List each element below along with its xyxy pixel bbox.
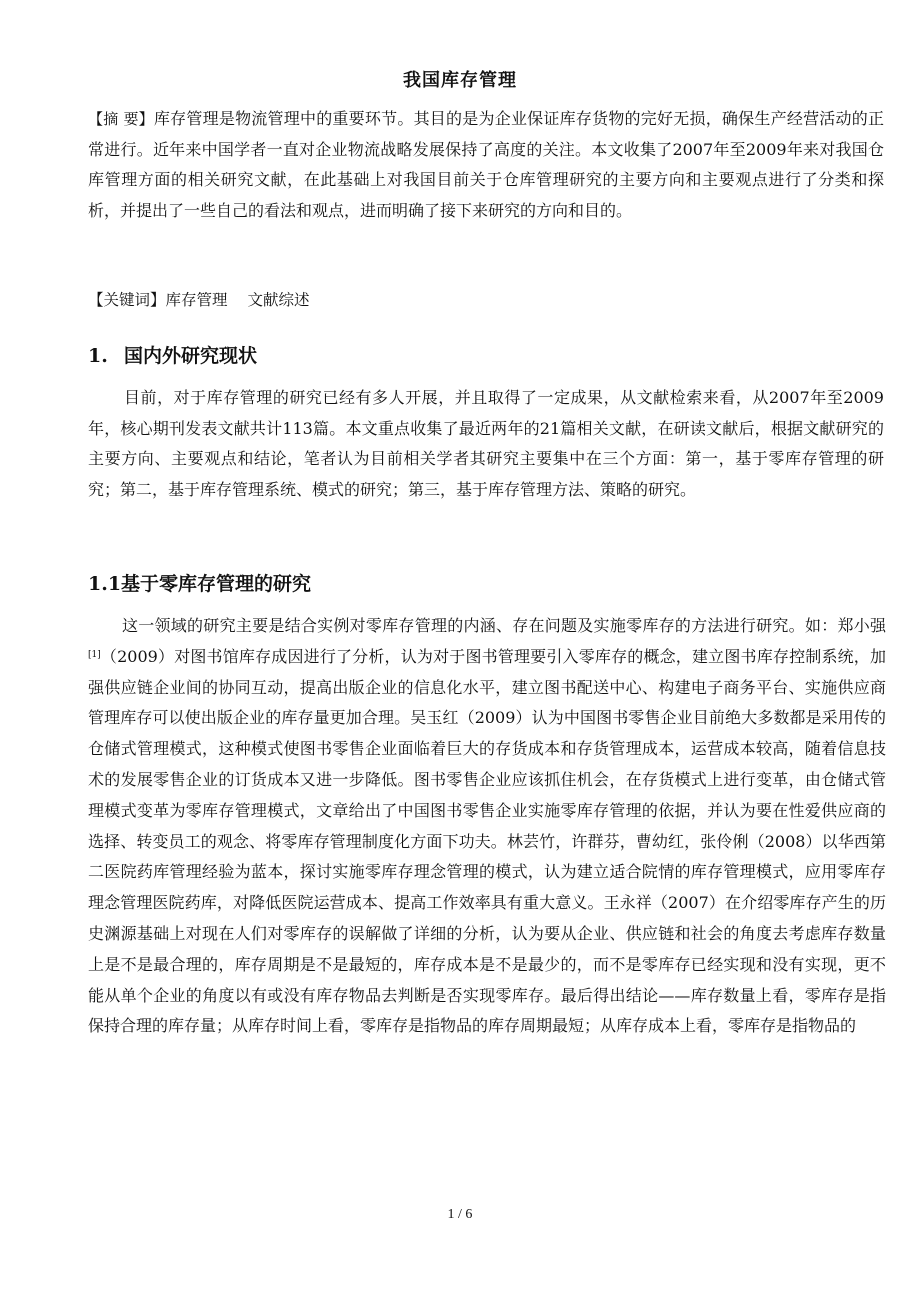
keywords-tag: 【关键词】 [88,291,166,309]
section-1-1-heading: 1.1基于零库存管理的研究 [88,573,312,595]
abstract-tag: 【摘 要】 [88,110,154,128]
citation-ref-1[interactable]: [1] [88,649,101,660]
section-1-1-body-part-a: 这一领域的研究主要是结合实例对零库存管理的内涵、存在问题及实施零库存的方法进行研究。如：郑小强 [122,616,886,635]
abstract-text: 库存管理是物流管理中的重要环节。其目的是为企业保证库存货物的完好无损，确保生产经营活动的正常进行。近年来中国学者一直对企业物流战略发展保持了高度的关注。本文收集了2007年至2009年来对我国仓库管理方面的相关研究文献，在此基础上对我国目前关于仓库管理研究的主要方向和主要观点进行了分类和探析，并提出了一些自己的看法和观点，进而明确了接下来研究的方向和目的。 [88,109,884,220]
section-1-title: 国内外研究现状 [124,345,258,367]
keyword-1: 库存管理 [165,291,228,309]
page-number: 1 / 6 [447,1207,473,1222]
keyword-2: 文献综述 [247,291,310,309]
document-title: 我国库存管理 [403,70,517,91]
section-1-number: 1. [88,345,108,367]
keywords [88,287,884,313]
section-1-heading [88,340,884,372]
section-1-body: 目前，对于库存管理的研究已经有多人开展，并且取得了一定成果，从文献检索来看，从2007年至2009年，核心期刊发表文献共计113篇。本文重点收集了最近两年的21篇相关文献，在研读文献后，根据文献研究的主要方向、主要观点和结论，笔者认为目前相关学者其研究主要集中在三个方面：第一，基于零库存管理的研究；第二，基于库存管理系统、模式的研究；第三，基于库存管理方法、策略的研究。 [88,388,884,499]
section-1-1-body [88,611,886,1042]
abstract [88,104,884,226]
section-1-1-body-part-b: （2009）对图书馆库存成因进行了分析，认为对于图书管理要引入零库存的概念，建立图书库存控制系统，加强供应链企业间的协同互动，提高出版企业的信息化水平，建立图书配送中心、构建电子商务平台、实施供应商管理库存可以使出版企业的库存量更加合理。吴玉红（2009）认为中国图书零售企业目前绝大多数都是采用传的仓储式管理模式，这种模式使图书零售企业面临着巨大的存货成本和存货管理成本，运营成本较高，随着信息技术的发展零售企业的订货成本又进一步降低。图书零售企业应该抓住机会，在存货模式上进行变革，由仓储式管理模式变革为零库存管理模式，文章给出了中国图书零售企业实施零库存管理的依据，并认为要在性爱供应商的选择、转变员工的观念、将零库存管理制度化方面下功夫。林芸竹，许群芬，曹幼红，张伶俐（2008）以华西第二医院药库管理经验为蓝本，探讨实施零库存理念管理的模式，认为建立适合院情的库存管理模式，应用零库存理念管理医院药库，对降低医院运营成本、提高工作效率具有重大意义。王永祥（2007）在介绍零库存产生的历史渊源基础上对现在人们对零库存的误解做了详细的分析，认为要从企业、供应链和社会的角度去考虑库存数量上是不是最合理的，库存周期是不是最短的，库存成本是不是最少的，而不是零库存已经实现和没有实现，更不能从单个企业的角度以有或没有库存物品去判断是否实现零库存。最后得出结论——库存数量上看，零库存是指保持合理的库存量；从库存时间上看，零库存是指物品的库存周期最短；从库存成本上看，零库存是指物品的 [88,646,886,1036]
